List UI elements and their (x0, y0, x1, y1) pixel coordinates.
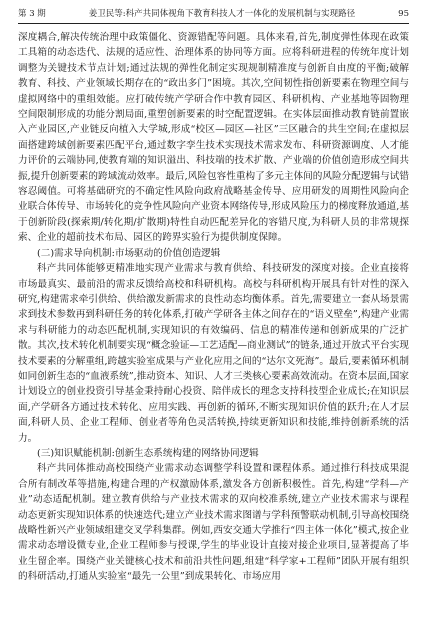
body-paragraph: 科产共同体推动高校围绕产业需求动态调整学科设置和课程体系。通过推行科技成果混合所有制改革等措施,构建合理的产权激励体系,激发各方创新积极性。首先,构建“学科—产业”动态适配机制。建立教育供给与产业技术需求的双向校准系统,建立产业技术需求与课程动态更新实现知识体系的快速迭代;建立产业技术需求图谱与学科预警联动机制,引导高校围绕战略性新兴产业领域组建交叉学科集群。例如,西安交通大学推行“四主体一体化”模式,按企业需求动态增设微专业,企业工程师参与授课,学生的毕业设计直接对接企业项目,显著提高了毕业生留企率。围绕产业关键核心技术和前沿共性问题,组建“科学家+工程师”团队开展有组织的科研活动,打通从实验室“最先一公里”到成果转化、市场应用 (18, 463, 409, 583)
running-title: 姜卫民等:科产共同体视角下教育科技人才一体化的发展机制与实现路径 (88, 9, 356, 19)
page-number: 95 (398, 9, 409, 19)
section-heading: (三)知识赋能机制:创新生态系统构建的网络协同逻辑 (37, 447, 259, 459)
body-paragraph: 深度耦合,解决传统治理中政策僵化、资源错配等问题。具体来看,首先,制度弹性体现在政策工具箱的动态迭代、法规的适应性、治理体系的协同等方面。应将科研进程的传统年度计划调整为关键技术节点计划;通过法规的弹性化制定实现规制精准度与创新自由度的平衡;破解教育、科技、产业领域长期存在的“政出多门”困境。其次,空间韧性指创新要素在物理空间与虚拟网络中的重组效能。应打破传统产学研合作中教育园区、科研机构、产业基地等固物理空间限制形成的功能分割局面,重塑创新要素的时空配置逻辑。在实体层面推动教育链前置嵌入产业园区,产业链反向植入大学城,形成“校区—园区—社区”三区融合的共生空间;在虚拟层面搭建跨域创新要素匹配平台,通过数字孪生技术实现技术需求发布、科研资源调度、人才能力评价的云端协同,使教育端的知识溢出、科技端的技术扩散、产业端的价值创造形成空间共振,提升创新要素的跨域流动效率。最后,风险包容性重构了多元主体间的风险分配逻辑与试错容忍阈值。可将基础研究的不确定性风险向政府战略基金传导、应用研发的周期性风险向企业联合体传导、市场转化的竞争性风险向产业资本网络传导,形成风险压力的梯度释放通道,基于创新阶段(探索期/转化期/扩散期)特性自动匹配差异化的容错尺度,为科研人员的非常规探索、企业的超前技术布局、园区的跨界实验行为提供制度保障。 (18, 32, 409, 244)
body-paragraph: 科产共同体能够更精准地实现产业需求与教育供给、科技研发的深度对接。企业直接将市场最真实、最前沿的需求反馈给高校和科研机构。高校与科研机构开展具有针对性的深入研究,构建需求牵引供给、供给激发新需求的良性动态均衡体系。首先,需要建立一套从场景需求到技术参数再到科研任务的转化体系,打破产学研各主体之间存在的“语义壁垒”,构建产业需求与科研能力的动态匹配机制,实现知识的有效编码、信息的精准传递和创新成果的广泛扩散。其次,技术转化机制要实现“概念验证—工艺适配—商业测试”的链条,通过开放式平台实现技术要素的分解重组,跨越实验室成果与产业化应用之间的“达尔文死海”。最后,要素循环机制如同创新生态的“血液系统”,推动资本、知识、人才三类核心要素高效流动。在资本层面,国家计划设立的创业投资引导基金秉持耐心投资、陪伴成长的理念支持科技型企业成长;在知识层面,产学研各方通过技术转化、应用实践、再创新的循环,不断实现知识价值的跃升;在人才层面,科研人员、企业工程师、创业者等角色灵活转换,持续更新知识和技能,维持创新系统的活力。 (18, 263, 409, 444)
article-body (18, 30, 409, 585)
issue-number: 第 3 期 (18, 9, 46, 19)
section-heading: (二)需求导向机制:市场驱动的价值创造逻辑 (37, 247, 221, 259)
page-header (18, 8, 409, 24)
